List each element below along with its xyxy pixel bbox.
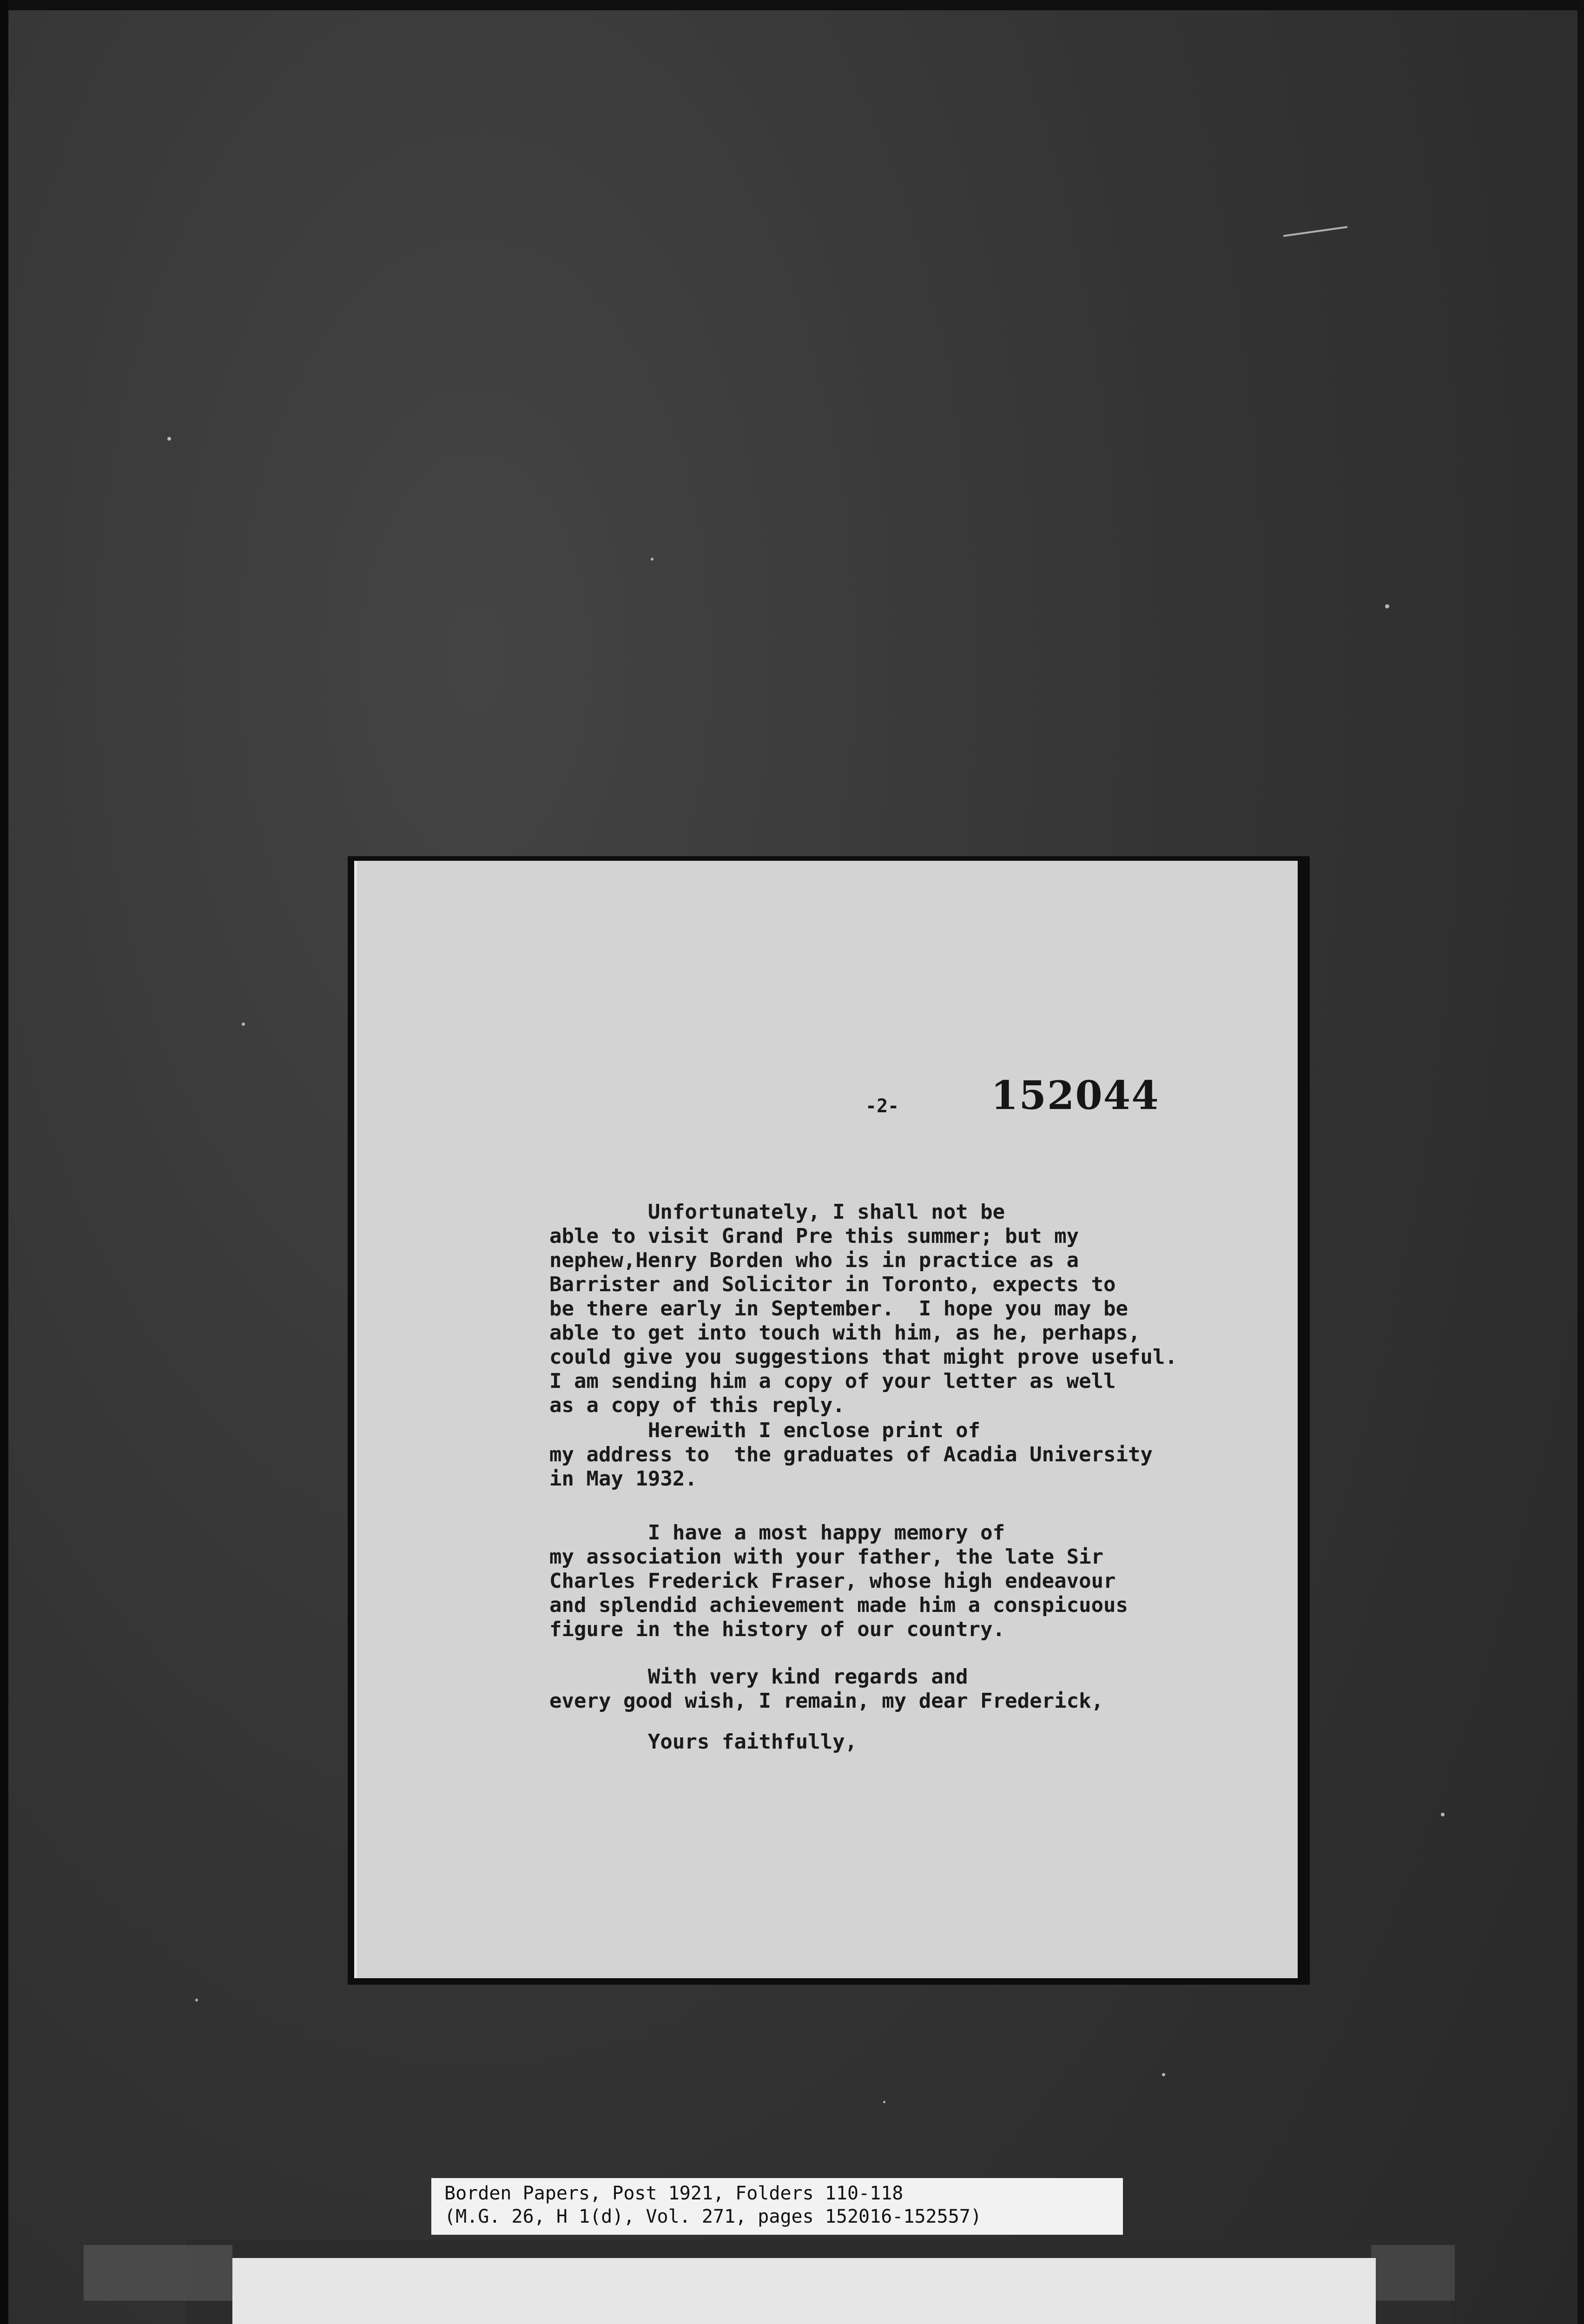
film-speck — [651, 558, 653, 561]
film-speck — [1441, 1813, 1445, 1816]
film-edge-top — [0, 0, 1584, 10]
tape-strip — [1371, 2245, 1455, 2301]
film-speck — [242, 1023, 245, 1026]
film-speck — [195, 1999, 198, 2001]
film-speck — [167, 437, 171, 441]
document-number: 152044 — [991, 1072, 1160, 1118]
letter-edge — [354, 861, 357, 1978]
archive-card — [232, 2258, 1376, 2324]
reference-line: Borden Papers, Post 1921, Folders 110-118 — [444, 2183, 904, 2204]
reference-line: (M.G. 26, H 1(d), Vol. 271, pages 152016-152557) — [444, 2206, 982, 2227]
film-speck — [883, 2101, 885, 2103]
letter-closing: Yours faithfully, — [549, 1730, 858, 1754]
page-number: -2- — [865, 1096, 899, 1117]
letter-page — [354, 861, 1298, 1978]
film-edge-left — [0, 0, 8, 2324]
film-edge-right — [1577, 0, 1584, 2324]
letter-paragraph: Herewith I enclose print of my address to the graduates of Acadia University in May 1932. — [549, 1419, 1153, 1491]
letter-paragraph: With very kind regards and every good wish, I remain, my dear Frederick, — [549, 1665, 1104, 1713]
film-speck — [1385, 604, 1389, 608]
film-speck — [1162, 2073, 1165, 2076]
letter-paragraph: Unfortunately, I shall not be able to visit Grand Pre this summer; but my nephew,Henry Borden who is in practice as a Barrister and Solicitor in Toronto, expects to be there early in September. I hope you may be able to get into touch with him, as he, perhaps, could give you suggestions that might prove useful. I am sending him a copy of your letter as well as a copy of this reply. — [549, 1200, 1178, 1417]
tape-strip — [84, 2245, 232, 2301]
reference-label — [431, 2178, 1123, 2235]
letter-paragraph: I have a most happy memory of my association with your father, the late Sir Charles Frederick Fraser, whose high endeavour and splendid achievement made him a conspicuous figure in the history of our country. — [549, 1521, 1129, 1641]
